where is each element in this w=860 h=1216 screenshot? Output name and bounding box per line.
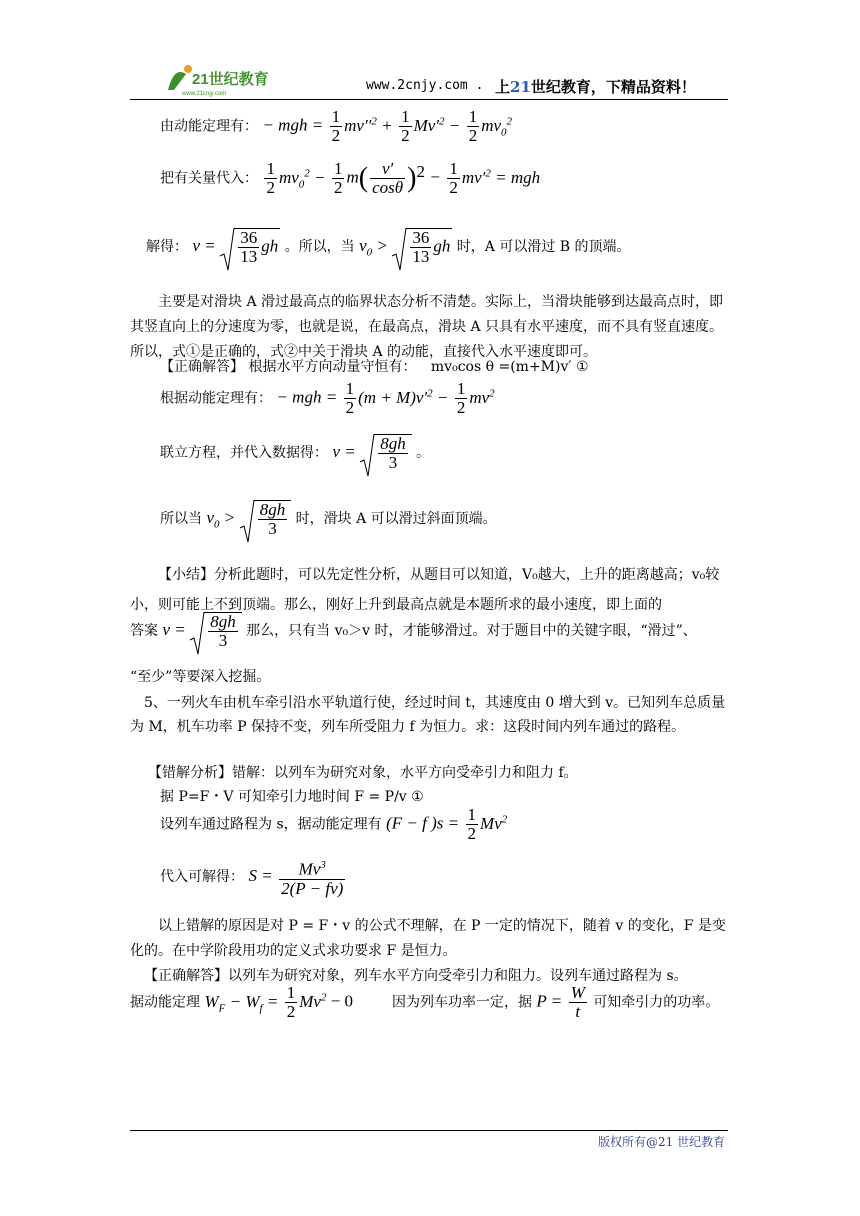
header-rule — [130, 99, 728, 100]
summary-paragraph: 【小结】分析此题时，可以先定性分析，从题目可以知道，V₀越大，上升的距离越高；v₀较小，则可能上不到顶端。那么，刚好上升到最高点就是本题所求的最小速度，即上面的 — [130, 567, 720, 613]
logo-graphic — [160, 60, 269, 98]
wrong-analysis-line: 【错解分析】错解：以列车为研究对象，水平方向受牵引力和阻力 f。 — [148, 765, 578, 781]
header-slogan: 上21世纪教育，下精品资料！ — [495, 78, 696, 96]
site-url[interactable]: www.2cnjy.com . — [366, 78, 484, 93]
footer-rule — [130, 1130, 728, 1131]
svg-text:21世纪教育: 21世纪教育 — [192, 71, 269, 88]
footer-copyright: 版权所有@21 世纪教育 — [598, 1135, 726, 1149]
wrong-analysis-formula: 据 P=F・V 可知牵引力地时间 F = P/v ① — [160, 789, 424, 805]
equation-energy-2: 根据动能定理有： − mgh = $\frac{1}{2}$ $(m + M)v'^2$ − $\frac{1}{2}$ $mv^2$ — [160, 379, 495, 417]
equation-energy-1: 由动能定理有： − mgh = $\frac{1}{2}$ $mv''^2$ + $\frac{1}{2}$ $Mv'^2$ − $\frac{1}{2}$ $mv_0^2$ — [160, 107, 513, 145]
wrong-energy-equation: 设列车通过路程为 s，据动能定理有 (F − f )s = $\frac{1}{2}$ Mv$^2$ — [160, 805, 508, 843]
equation-result: 联立方程，并代入数据得： v = $\frac{8gh}{3}$ 。 — [160, 434, 430, 472]
analysis-paragraph: 主要是对滑块 A 滑过最高点的临界状态分析不清楚。实际上，当滑块能够到达最高点时，即其竖直向上的分速度为零，也就是说，在最高点，滑块 A 只具有水平速度，而不具有竖直速度。所以，式①是正确的，式②中关于滑块 A 的动能，直接代入水平速度即可。 — [130, 294, 724, 360]
equation-solution-wrong: 解得： v = $\frac{36}{13}$ gh 。所以，当 $v_0$ > $\frac{36}{13}$ gh 时，A 可以滑过 B 的顶端。 — [146, 228, 631, 266]
error-reason-paragraph: 以上错解的原因是对 P = F・v 的公式不理解，在 P 一定的情况下，随着 v 的变化，F 是变化的。在中学阶段用功的定义式求功要求 F 是恒力。 — [130, 918, 726, 959]
conclusion-line: 所以当 $v_0$ > $\frac{8gh}{3}$ 时，滑块 A 可以滑过斜面顶端。 — [160, 500, 497, 538]
wrong-result-equation: 代入可解得： S = $\frac{Mv^3}{2(P - fv)}$ — [160, 859, 344, 898]
equation-substitution: 把有关量代入： $\frac{1}{2}$ $mv_0^2$ − $\frac{1}{2}$ m( $\frac{v'}{\cos\theta}$ )$^2$ − $\frac{1}{2}$ $mv'^2$ = mgh — [160, 159, 541, 197]
question-5: 5、一列火车由机车牵引沿水平轨道行使，经过时间 t，其速度由 0 增大到 v。已知列车总质量为 M，机车功率 P 保持不变，列车所受阻力 f 为恒力。求：这段时间内列车通过的路程。 — [130, 695, 726, 735]
summary-answer-line: 答案 v = $\frac{8gh}{3}$ 那么，只有当 v₀＞v 时，才能够滑过。对于题目中的关键字眼，“滑过”、 — [130, 612, 697, 650]
site-logo — [160, 60, 269, 98]
final-equation-line: 据动能定理 $W_F - W_f$ = $\frac{1}{2}$ $Mv^2 - 0$ 因为列车功率一定，据 P = $\frac{W}{t}$ 可知牵引力的功率。 — [130, 983, 720, 1021]
correct-answer-line: 【正确解答】 根据水平方向动量守恒有： mv₀cos θ =(m+M)v′ ① — [160, 359, 589, 375]
summary-last-line: “至少”等要深入挖掘。 — [130, 669, 271, 685]
svg-text:www.21cnjy.com: www.21cnjy.com — [182, 91, 227, 97]
correct-answer-2: 【正确解答】以列车为研究对象，列车水平方向受牵引力和阻力。设列车通过路程为 s。 — [144, 968, 688, 984]
